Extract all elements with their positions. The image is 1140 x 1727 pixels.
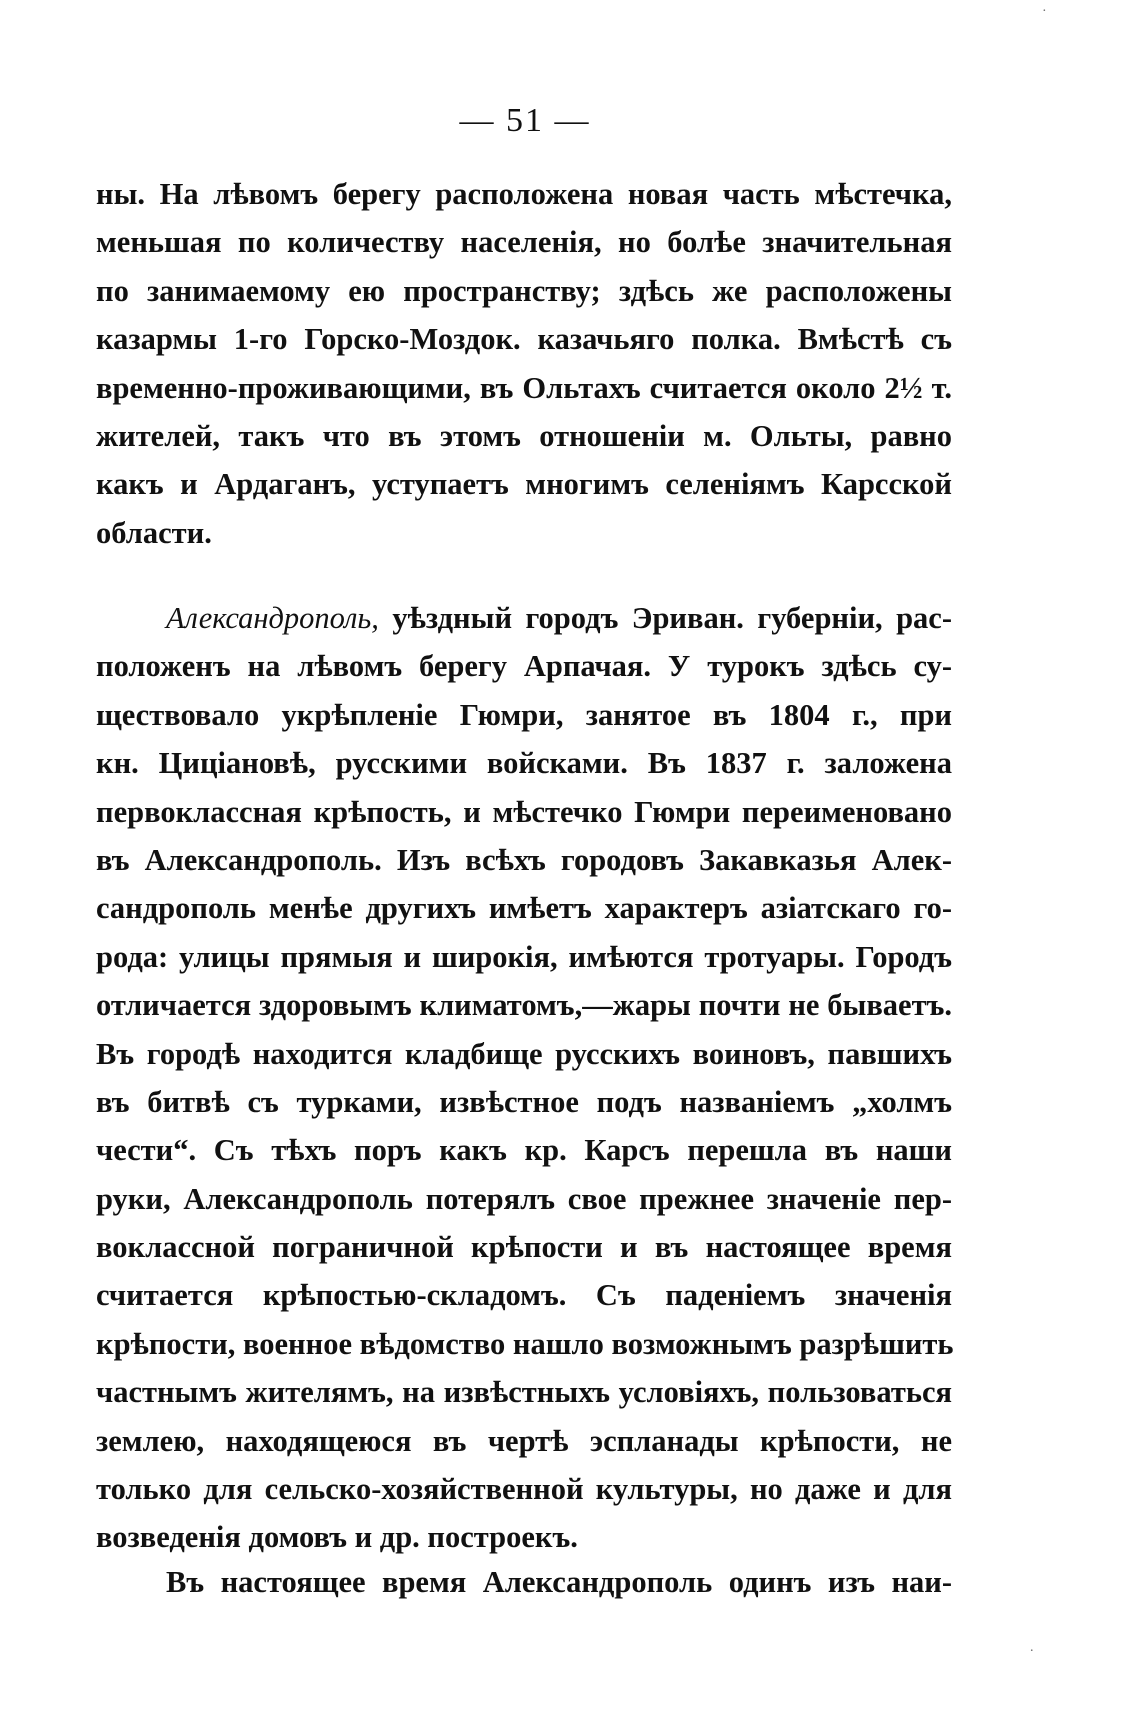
text-line: землею, находящеюся въ чертѣ эспланады крѣпости, не — [96, 1423, 952, 1458]
text-line: какъ и Ардаганъ, уступаетъ многимъ селеніямъ Карсской — [96, 467, 952, 502]
text-line: сандрополь менѣе другихъ имѣетъ характеръ азіатскаго го- — [96, 891, 952, 926]
text-line: кн. Циціановѣ, русскими войсками. Въ 1837 г. заложена — [96, 746, 952, 781]
scan-speck: . — [1030, 1640, 1034, 1655]
city-name-italic: Александрополь, — [166, 601, 379, 635]
text-line: отличается здоровымъ климатомъ,—жары почти не бываетъ. — [96, 988, 952, 1023]
text-line-first — [96, 594, 952, 642]
text-line: положенъ на лѣвомъ берегу Арпачая. У турокъ здѣсь су- — [96, 649, 952, 684]
text-line: чести“. Съ тѣхъ поръ какъ кр. Карсъ перешла въ наши — [96, 1133, 952, 1168]
first-line-rest: уѣздный городъ Эриван. губерніи, рас- — [378, 601, 952, 635]
text-line: Въ настоящее время Александрополь одинъ изъ наи- — [166, 1565, 952, 1599]
paragraph-present-time — [96, 1558, 952, 1606]
text-line: меньшая по количеству населенія, но болѣе значительная — [96, 225, 952, 260]
text-line: крѣпости, военное вѣдомство нашло возможнымъ разрѣшить — [96, 1326, 954, 1361]
paragraph-olty — [96, 170, 952, 557]
text-line: возведенія домовъ и др. построекъ. — [96, 1520, 578, 1555]
text-line: только для сельско-хозяйственной культуры, но даже и для — [96, 1472, 952, 1507]
text-line: воклассной пограничной крѣпости и въ настоящее время — [96, 1230, 952, 1265]
text-line: въ Александрополь. Изъ всѣхъ городовъ Закавказья Алек- — [96, 842, 952, 877]
text-line: жителей, такъ что въ этомъ отношеніи м. Ольты, равно — [96, 418, 952, 453]
text-line: частнымъ жителямъ, на извѣстныхъ условіяхъ, пользоваться — [96, 1375, 952, 1410]
text-line: Въ городѣ находится кладбище русскихъ воиновъ, павшихъ — [96, 1036, 952, 1071]
scan-speck: · — [1042, 4, 1047, 19]
text-line: ществовало укрѣпленіе Гюмри, занятое въ 1804 г., при — [96, 697, 952, 732]
text-line: казармы 1-го Горско-Моздок. казачьяго полка. Вмѣстѣ съ — [96, 322, 952, 357]
text-line: первоклассная крѣпость, и мѣстечко Гюмри переименовано — [96, 794, 952, 829]
text-line: въ битвѣ съ турками, извѣстное подъ названіемъ „холмъ — [96, 1084, 952, 1119]
text-line: рода: улицы прямыя и широкія, имѣются тротуары. Городъ — [96, 939, 952, 974]
text-line: области. — [96, 515, 212, 550]
page-number: — 51 — — [459, 102, 591, 139]
text-line: ны. На лѣвомъ берегу расположена новая часть мѣстечка, — [96, 177, 952, 211]
text-line: по занимаемому ею пространству; здѣсь же расположены — [96, 273, 952, 308]
text-line: временно-проживающими, въ Ольтахъ считается около 2½ т. — [96, 370, 952, 405]
text-line: руки, Александрополь потерялъ свое прежнее значеніе пер- — [96, 1181, 952, 1216]
text-line: считается крѣпостью-складомъ. Съ паденіемъ значенія — [96, 1278, 952, 1313]
paragraph-alexandropol — [96, 594, 952, 1562]
